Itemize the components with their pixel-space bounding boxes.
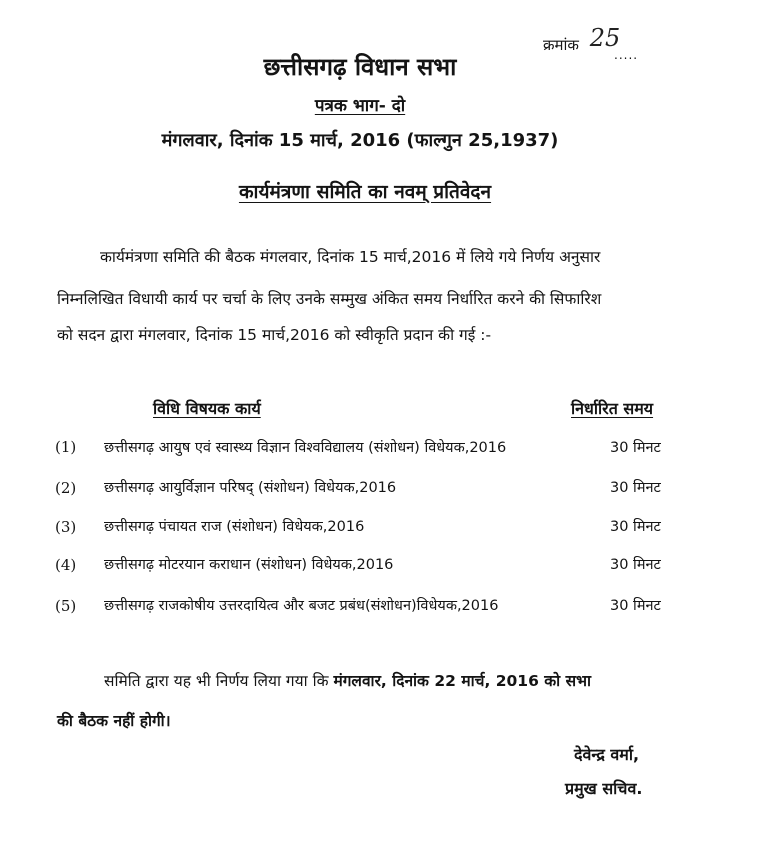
item-number: (5) <box>55 597 77 615</box>
report-title-text: कार्यमंत्रणा समिति का नवम् प्रतिवेदन <box>238 181 492 203</box>
closing-plain: समिति द्वारा यह भी निर्णय लिया गया कि <box>104 672 334 690</box>
item-time: 30 मिनट <box>610 598 661 614</box>
item-title: छत्तीसगढ़ आयुष एवं स्वास्थ्य विज्ञान विश्वविद्यालय (संशोधन) विधेयक,2016 <box>104 440 507 456</box>
intro-line-2: निम्नलिखित विधायी कार्य पर चर्चा के लिए उनके सम्मुख अंकित समय निर्धारित करने की सिफारिश <box>57 290 602 308</box>
item-time: 30 मिनट <box>610 440 661 456</box>
item-number: (3) <box>55 518 77 536</box>
item-time: 30 मिनट <box>610 519 661 535</box>
bulletin-part-text: पत्रक भाग- दो <box>314 96 406 116</box>
closing-line-1 <box>104 669 591 691</box>
serial-value: 25 <box>589 24 621 52</box>
item-title: छत्तीसगढ़ मोटरयान कराधान (संशोधन) विधेयक,2016 <box>104 557 394 573</box>
bulletin-part <box>0 93 720 116</box>
closing-bold-date: मंगलवार, दिनांक 22 मार्च, 2016 को सभा <box>333 672 591 690</box>
item-title: छत्तीसगढ़ पंचायत राज (संशोधन) विधेयक,2016 <box>104 519 365 535</box>
serial-label: क्रमांक <box>543 36 579 54</box>
intro-line-3: को सदन द्वारा मंगलवार, दिनांक 15 मार्च,2016 को स्वीकृति प्रदान की गई :- <box>57 326 492 344</box>
item-number: (2) <box>55 479 77 497</box>
signatory-name: देवेन्द्र वर्मा, <box>574 745 640 764</box>
column-header-time: निर्धारित समय <box>571 399 654 418</box>
item-title: छत्तीसगढ़ राजकोषीय उत्तरदायित्व और बजट प्रबंध(संशोधन)विधेयक,2016 <box>104 598 499 614</box>
column-header-work: विधि विषयक कार्य <box>153 399 261 418</box>
closing-line-2: की बैठक नहीं होगी। <box>57 712 171 730</box>
item-title: छत्तीसगढ़ आयुर्विज्ञान परिषद् (संशोधन) विधेयक,2016 <box>104 480 397 496</box>
item-number: (1) <box>55 438 77 456</box>
item-number: (4) <box>55 556 77 574</box>
date-line: मंगलवार, दिनांक 15 मार्च, 2016 (फाल्गुन 25,1937) <box>161 130 559 151</box>
item-time: 30 मिनट <box>610 480 661 496</box>
assembly-title: छत्तीसगढ़ विधान सभा <box>263 53 457 81</box>
serial-dots: ..... <box>614 48 639 62</box>
item-time: 30 मिनट <box>610 557 661 573</box>
intro-line-1: कार्यमंत्रणा समिति की बैठक मंगलवार, दिनांक 15 मार्च,2016 में लिये गये निर्णय अनुसार <box>100 248 601 266</box>
report-title <box>0 178 730 204</box>
signatory-designation: प्रमुख सचिव. <box>565 779 643 798</box>
